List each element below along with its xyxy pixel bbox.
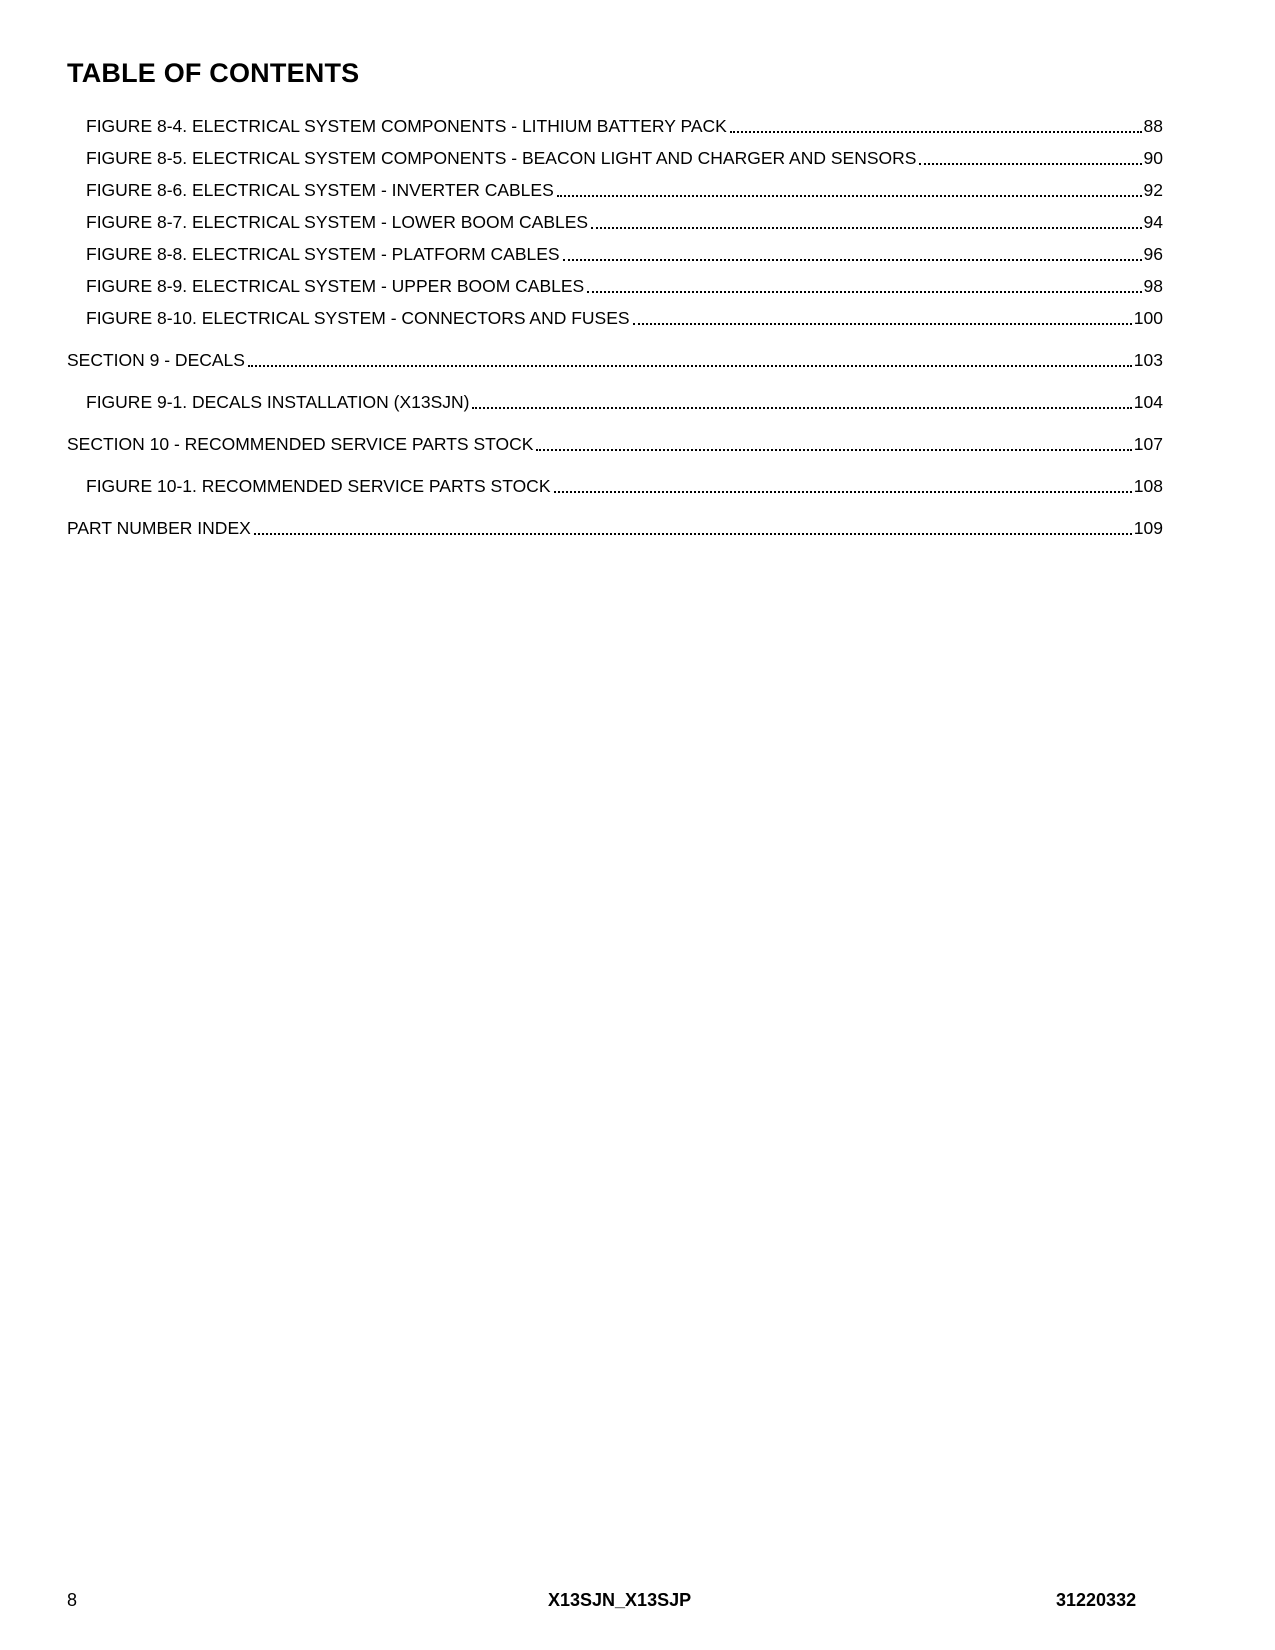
toc-entry-page: 100 xyxy=(1133,308,1163,328)
toc-entry-text: FIGURE 8-4. ELECTRICAL SYSTEM COMPONENTS - LITHIUM BATTERY PACK xyxy=(86,116,727,136)
toc-entry-figure-8-4[interactable] xyxy=(67,110,1163,142)
toc-entry-page: 94 xyxy=(1143,212,1163,232)
toc-entry-text: FIGURE 8-9. ELECTRICAL SYSTEM - UPPER BOOM CABLES xyxy=(86,276,585,296)
toc-entry-figure-8-5[interactable] xyxy=(67,142,1163,174)
toc-entry-figure-8-6[interactable] xyxy=(67,174,1163,206)
dot-leader xyxy=(730,115,1142,135)
toc-entry-page: 109 xyxy=(1133,518,1163,538)
toc-entry-figure-8-8[interactable] xyxy=(67,238,1163,270)
toc-entry-text: FIGURE 8-5. ELECTRICAL SYSTEM COMPONENTS - BEACON LIGHT AND CHARGER AND SENSORS xyxy=(86,148,917,168)
dot-leader xyxy=(248,349,1132,369)
toc-entry-text: FIGURE 8-10. ELECTRICAL SYSTEM - CONNECTORS AND FUSES xyxy=(86,308,630,328)
toc-entry-page: 107 xyxy=(1133,434,1163,454)
toc-entry-page: 88 xyxy=(1143,116,1163,136)
toc-entry-part-number-index[interactable] xyxy=(67,512,1163,544)
toc-entry-text: FIGURE 10-1. RECOMMENDED SERVICE PARTS STOCK xyxy=(86,476,551,496)
toc-entry-page: 96 xyxy=(1143,244,1163,264)
dot-leader xyxy=(557,179,1142,199)
dot-leader xyxy=(587,275,1141,295)
toc-entry-text: SECTION 9 - DECALS xyxy=(67,350,245,370)
toc-entry-page: 103 xyxy=(1133,350,1163,370)
page-title: TABLE OF CONTENTS xyxy=(67,58,360,88)
toc-entry-page: 98 xyxy=(1143,276,1163,296)
dot-leader xyxy=(563,243,1142,263)
toc-entry-figure-9-1[interactable] xyxy=(67,386,1163,418)
dot-leader xyxy=(633,307,1132,327)
dot-leader xyxy=(472,391,1131,411)
dot-leader xyxy=(554,475,1132,495)
dot-leader xyxy=(536,433,1131,453)
toc-entry-figure-10-1[interactable] xyxy=(67,470,1163,502)
toc-entry-text: FIGURE 8-6. ELECTRICAL SYSTEM - INVERTER CABLES xyxy=(86,180,554,200)
toc-entry-page: 104 xyxy=(1133,392,1163,412)
toc-entry-figure-8-10[interactable] xyxy=(67,302,1163,334)
toc-entry-text: PART NUMBER INDEX xyxy=(67,518,251,538)
toc-entry-figure-8-7[interactable] xyxy=(67,206,1163,238)
footer-doc-number: 31220332 xyxy=(1056,1590,1137,1610)
footer-model: X13SJN_X13SJP xyxy=(548,1590,692,1610)
dot-leader xyxy=(254,517,1132,537)
toc-entry-page: 92 xyxy=(1143,180,1163,200)
toc-entry-text: FIGURE 8-7. ELECTRICAL SYSTEM - LOWER BOOM CABLES xyxy=(86,212,589,232)
page-footer xyxy=(0,1590,1275,1620)
toc-entry-text: SECTION 10 - RECOMMENDED SERVICE PARTS STOCK xyxy=(67,434,534,454)
footer-page-number: 8 xyxy=(67,1590,78,1610)
dot-leader xyxy=(591,211,1141,231)
toc-entry-page: 90 xyxy=(1143,148,1163,168)
toc-entry-section-9[interactable] xyxy=(67,344,1163,376)
toc-entry-page: 108 xyxy=(1133,476,1163,496)
toc-entry-section-10[interactable] xyxy=(67,428,1163,460)
toc-entry-figure-8-9[interactable] xyxy=(67,270,1163,302)
toc-list xyxy=(67,110,1163,544)
dot-leader xyxy=(919,147,1141,167)
toc-entry-text: FIGURE 9-1. DECALS INSTALLATION (X13SJN) xyxy=(86,392,470,412)
toc-entry-text: FIGURE 8-8. ELECTRICAL SYSTEM - PLATFORM CABLES xyxy=(86,244,560,264)
